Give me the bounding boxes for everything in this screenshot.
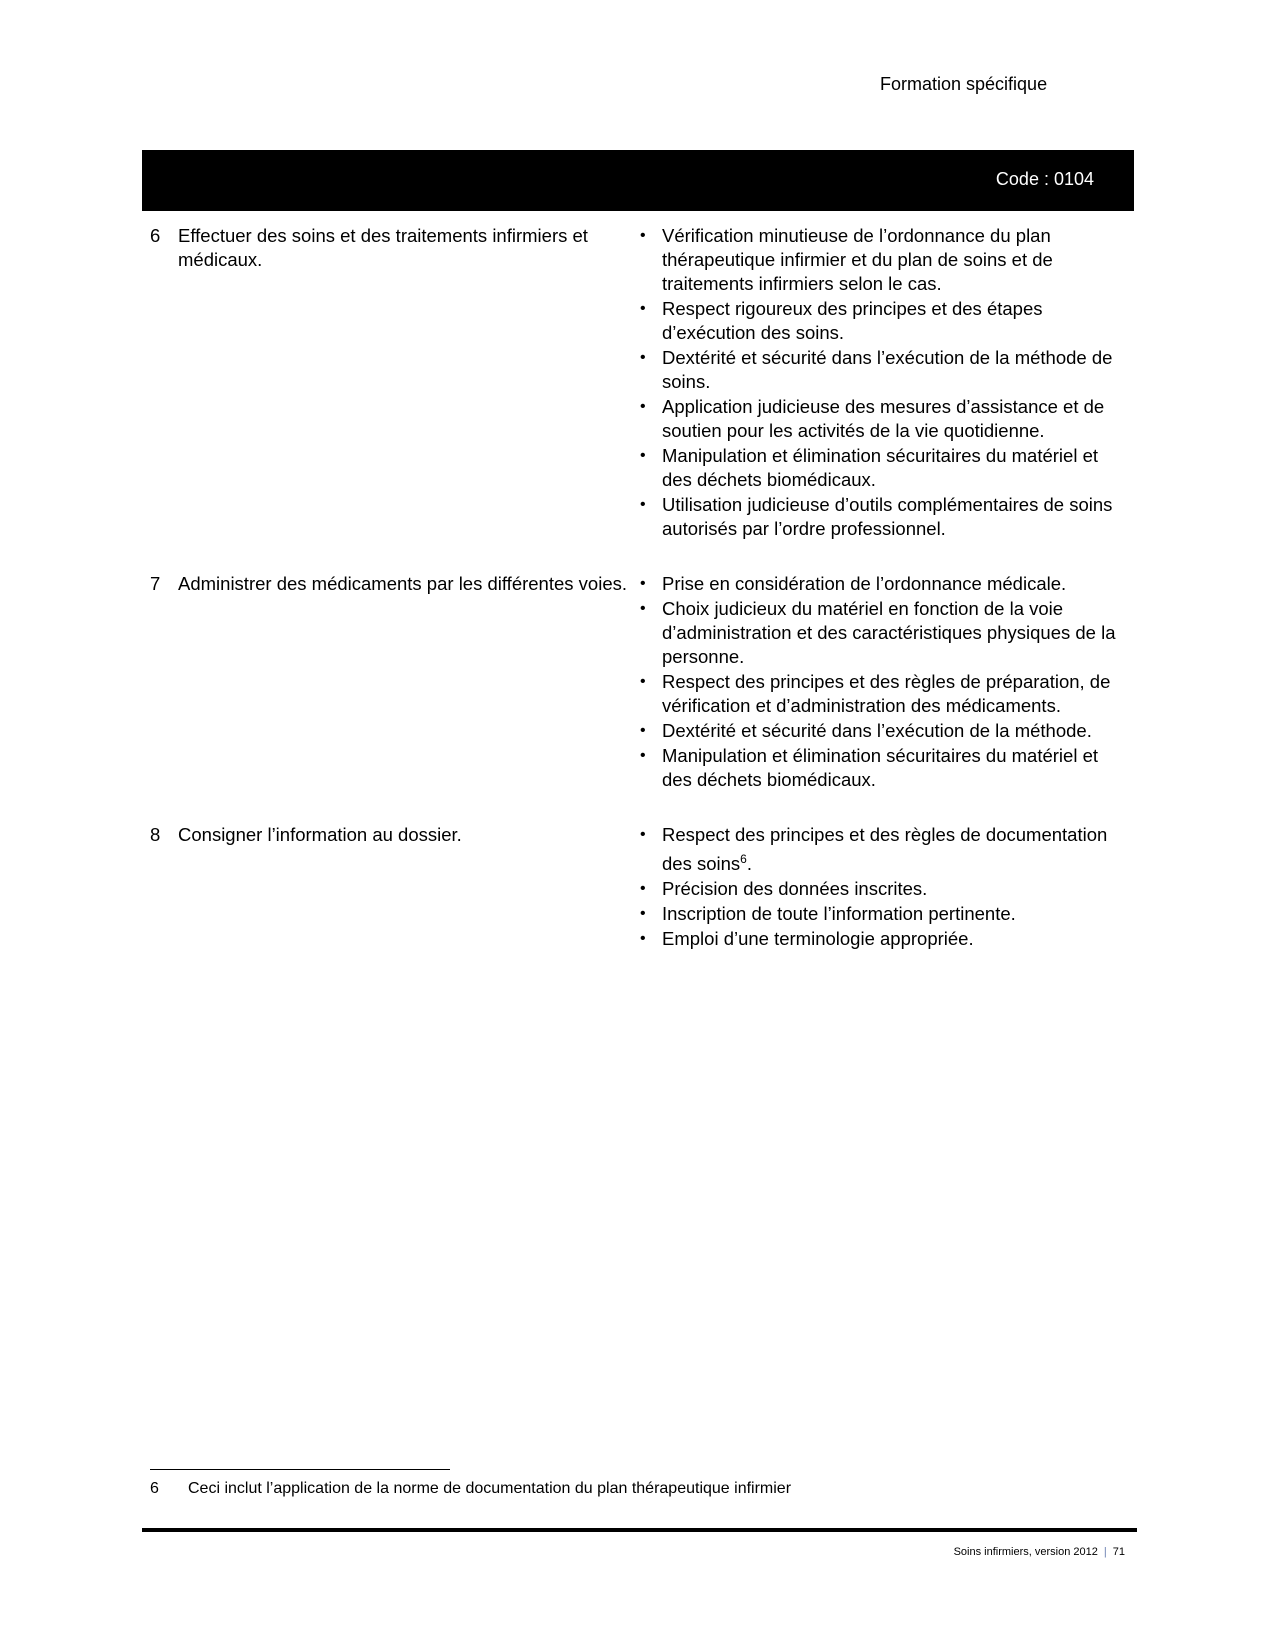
bullet-icon: • [640,600,646,617]
competency-table [150,224,1130,982]
footer-divider [142,1528,1137,1532]
criterion-item [640,395,1130,443]
criterion-item [640,493,1130,541]
criterion-item [640,224,1130,296]
criterion-text: Application judicieuse des mesures d’assistance et de soutien pour les activités de la vie quotidienne. [662,396,1105,441]
bullet-icon: • [640,826,646,843]
criterion-item [640,823,1130,876]
criterion-text: Manipulation et élimination sécuritaires du matériel et des déchets biomédicaux. [662,745,1098,790]
competency-number: 8 [150,824,161,845]
criterion-period: . [746,853,752,875]
bullet-icon: • [640,447,646,464]
bullet-icon: • [640,930,646,948]
criterion-item [640,877,1130,901]
criterion-text: Dextérité et sécurité dans l’exécution de la méthode. [662,720,1092,741]
criterion-item [640,297,1130,345]
criterion-item [640,719,1130,743]
bullet-icon: • [640,300,646,317]
running-head: Formation spécifique [880,74,1048,94]
criterion-text: Choix judicieux du matériel en fonction de la voie d’administration et des caractéristiques physiques de la personne. [662,598,1116,667]
criterion-text: Manipulation et élimination sécuritaires du matériel et des déchets biomédicaux. [662,445,1098,490]
criterion-item [640,902,1130,926]
criteria-list [640,823,1130,952]
competency-row [150,823,1130,952]
competency-text: Administrer des médicaments par les différentes voies. [178,573,627,594]
criterion-text: Utilisation judicieuse d’outils complémentaires de soins autorisés par l’ordre professionnel. [662,494,1113,539]
criterion-text: Précision des données inscrites. [662,878,928,900]
competency-number: 7 [150,573,161,594]
bullet-icon: • [640,673,646,690]
bullet-icon: • [640,880,646,898]
footnote-divider [150,1469,450,1470]
criterion-item [640,927,1130,951]
bullet-icon: • [640,905,646,923]
criterion-item [640,346,1130,394]
criterion-item [640,744,1130,792]
footer-title: Soins infirmiers, version 2012 [953,1546,1098,1558]
footnote-marker: 6 [740,852,747,866]
competency-statement [150,224,640,542]
criterion-text: Respect des principes et des règles de documentation des soins [662,824,1108,875]
competency-number: 6 [150,225,161,246]
criterion-item [640,444,1130,492]
criterion-text: Respect des principes et des règles de préparation, de vérification et d’administration des médicaments. [662,671,1111,716]
criteria-list [640,224,1130,542]
competency-text: Consigner l’information au dossier. [178,824,462,845]
criterion-text: Vérification minutieuse de l’ordonnance du plan thérapeutique infirmier et du plan de soins et de traitements infirmiers selon le cas. [662,225,1053,294]
bullet-icon: • [640,227,646,244]
competency-row [150,572,1130,793]
criterion-item [640,572,1130,596]
bullet-icon: • [640,398,646,415]
bullet-icon: • [640,496,646,513]
criterion-text: Prise en considération de l’ordonnance médicale. [662,573,1067,594]
bullet-icon: • [640,349,646,366]
criterion-text: Dextérité et sécurité dans l’exécution de la méthode de soins. [662,347,1113,392]
criterion-text: Inscription de toute l’information pertinente. [662,903,1016,925]
footer-separator: | [1103,1546,1107,1558]
course-code: Code : 0104 [995,169,1094,189]
bullet-icon: • [640,722,646,739]
header-bar [142,150,1134,211]
footnote-number: 6 [150,1480,159,1497]
competency-text: Effectuer des soins et des traitements infirmiers et médicaux. [178,225,588,270]
bullet-icon: • [640,575,646,592]
criteria-list [640,572,1130,793]
competency-statement [150,823,640,952]
criterion-text: Respect rigoureux des principes et des étapes d’exécution des soins. [662,298,1043,343]
criterion-item [640,597,1130,669]
competency-statement [150,572,640,793]
footnote [150,1480,791,1498]
page-number: 71 [1112,1546,1125,1558]
page-footer [905,1546,1125,1558]
criterion-item [640,670,1130,718]
bullet-icon: • [640,747,646,764]
criterion-text: Emploi d’une terminologie appropriée. [662,928,974,950]
footnote-text: Ceci inclut l’application de la norme de documentation du plan thérapeutique infirmier [188,1480,792,1497]
competency-row [150,224,1130,542]
